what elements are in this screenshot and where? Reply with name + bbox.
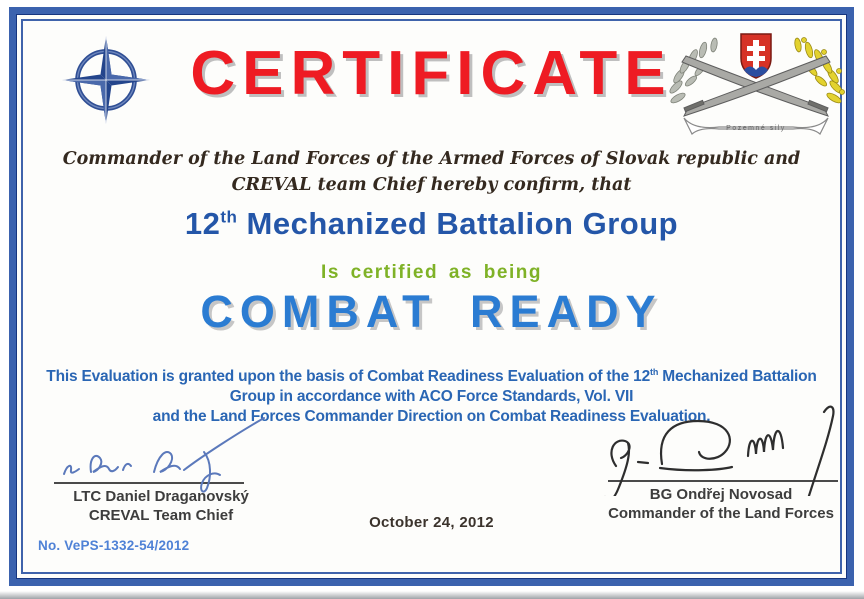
signature-line-right — [608, 480, 838, 482]
unit-number: 12 — [184, 206, 221, 241]
certified-line: Is certified as being — [321, 262, 542, 283]
signatory-right-title: Commander of the Land Forces — [608, 505, 834, 522]
signature-right-handwriting — [586, 404, 856, 496]
intro-line-1: Commander of the Land Forces of the Armed Forces of Slovak republic and — [62, 149, 801, 169]
unit-title — [16, 206, 847, 242]
unit-ordinal: th — [220, 207, 238, 227]
body-line-1-sup: th — [650, 367, 659, 377]
intro-line-2: CREVAL team Chief hereby confirm, that — [231, 175, 632, 195]
body-line-1 — [30, 362, 833, 387]
photo-bottom-edge — [0, 591, 864, 599]
body-line-1b: Mechanized Battalion — [658, 368, 817, 386]
status-title: COMBAT READY — [200, 286, 663, 337]
body-line-3: and the Land Forces Commander Direction on Combat Readiness Evaluation. — [152, 408, 711, 426]
signature-line-left — [54, 482, 244, 484]
intro-text — [16, 146, 847, 198]
body-line-1a: This Evaluation is granted upon the basis of Combat Readiness Evaluation of the 12 — [46, 368, 651, 386]
signatory-left-name: LTC Daniel Draganovský — [73, 488, 249, 505]
certificate-content — [16, 14, 847, 579]
signature-block-left — [36, 412, 286, 525]
signature-block-right — [586, 404, 856, 523]
signatory-left-title: CREVAL Team Chief — [88, 507, 234, 524]
reference-number: No. VePS-1332-54/2012 — [38, 538, 190, 553]
signatory-right-name: BG Ondřej Novosad — [649, 486, 793, 503]
unit-name: Mechanized Battalion Group — [237, 206, 679, 241]
certificate-frame — [9, 7, 854, 586]
slovak-land-forces-emblem-icon — [656, 26, 856, 144]
certificate-title: CERTIFICATE — [190, 39, 673, 108]
date-text: October 24, 2012 — [369, 514, 494, 531]
emblem-banner-text: Pozemné sily — [726, 125, 786, 132]
body-line-2: Group in accordance with ACO Force Standards, Vol. VII — [229, 388, 634, 406]
